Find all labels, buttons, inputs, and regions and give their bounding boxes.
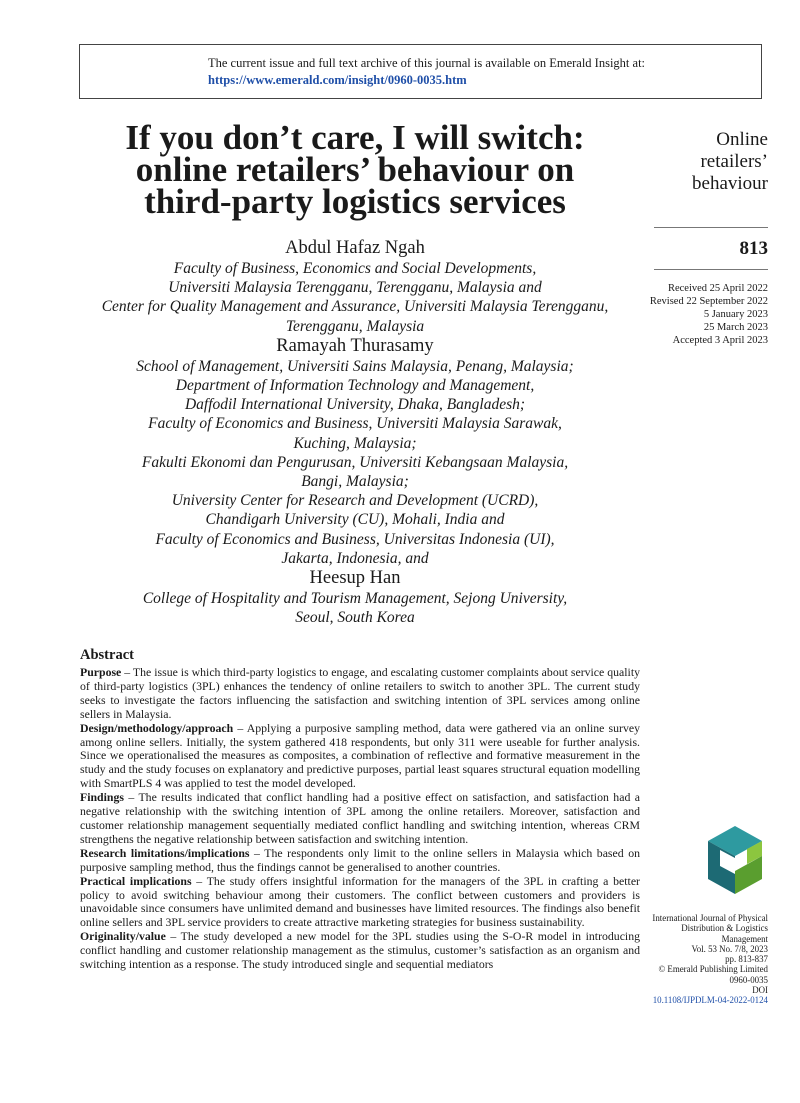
history-date: Accepted 3 April 2023	[672, 335, 768, 346]
running-head-line: retailers’	[700, 151, 768, 172]
doi-link[interactable]: 10.1108/IJPDLM-04-2022-0124	[652, 995, 768, 1006]
journal-info-line: 0960-0035	[729, 974, 768, 985]
section-label: Originality/value	[80, 929, 166, 944]
journal-info-line: © Emerald Publishing Limited	[658, 964, 768, 975]
history-date: 5 January 2023	[703, 309, 768, 320]
affiliation-line: Jakarta, Indonesia, and	[281, 549, 429, 567]
margin-divider	[654, 227, 768, 228]
abstract-body	[80, 666, 640, 972]
affiliation-line: College of Hospitality and Tourism Management, Sejong University,	[142, 590, 568, 608]
access-notice-box	[79, 44, 762, 99]
abstract-section-practical	[80, 875, 640, 931]
journal-info-line: Distribution & Logistics	[681, 923, 768, 934]
section-label: Design/methodology/approach	[80, 720, 234, 735]
abstract-heading: Abstract	[80, 647, 134, 663]
title-line: If you don’t care, I will switch:	[125, 118, 585, 157]
journal-info-line: Vol. 53 No. 7/8, 2023	[691, 943, 768, 954]
abstract-section-purpose	[80, 666, 640, 722]
journal-info-line: pp. 813-837	[725, 954, 768, 965]
affiliation-line: Faculty of Business, Economics and Social Developments,	[173, 260, 537, 277]
journal-info	[652, 913, 768, 1006]
affiliation-line: Fakulti Ekonomi dan Pengurusan, Universiti Kebangsaan Malaysia,	[141, 453, 569, 471]
journal-info-line: Management	[721, 933, 768, 944]
access-notice-text: The current issue and full text archive of this journal is available on Emerald Insight at:	[208, 56, 646, 70]
author-name: Ramayah Thurasamy	[276, 335, 434, 356]
section-text: – The study developed a new model for the 3PL studies using the S-O-R model in introducing conflict handling and customer relationship management as the stimulus, customer’s satisfaction as an organism and switching intention as a response. The study introduced single and sequential mediators	[80, 929, 640, 972]
affiliation-line: Daffodil International University, Dhaka, Bangladesh;	[184, 396, 526, 414]
affiliation-line: Department of Information Technology and Management,	[175, 377, 535, 395]
section-text: – The results indicated that conflict handling had a positive effect on satisfaction, and satisfaction had a negative relationship with the switching intention of 3PL among the online retailers. Moreover, satisfaction and customer relationship management sequentially mediated conflict handling and switching intention, whereas CRM strengthens the negative relationship between satisfaction and switching intention.	[80, 790, 640, 846]
author-list	[80, 238, 630, 627]
journal-archive-link[interactable]: https://www.emerald.com/insight/0960-0035.htm	[208, 73, 467, 87]
abstract-section-design	[80, 722, 640, 792]
section-text: – The respondents only limit to the online sellers in Malaysia which based on purposive sampling method, thus the findings cannot be generalised to another countries.	[80, 845, 641, 874]
section-text: – The issue is which third-party logistics to engage, and escalating customer complaints about service quality of third-party logistics (3PL) enhances the tendency of online retailers to switch to another 3PL. The current study seeks to investigate the factors influencing the satisfaction and switching intention of 3PL services among online sellers in Malaysia.	[80, 665, 640, 721]
section-label: Practical implications	[80, 873, 192, 888]
affiliation-line: Bangi, Malaysia;	[301, 473, 409, 491]
affiliation-line: Faculty of Economics and Business, Universiti Malaysia Sarawak,	[148, 415, 562, 433]
section-label: Findings	[80, 790, 124, 805]
affiliation-line: Seoul, South Korea	[295, 609, 415, 627]
affiliation-line: Universiti Malaysia Terengganu, Terengganu, Malaysia and	[168, 279, 542, 297]
article-history	[650, 282, 768, 347]
abstract-section-limitations	[80, 847, 640, 875]
section-text: – Applying a purposive sampling method, data were gathered via an online survey among online sellers. Initially, the system gathered 418 respondents, but only 311 were useable for further analysis. Since we operationalised the measures as composites, a combination of reflective and formative measurement in the study and the study focuses on explanatory and predictive purposes, partial least squares structural equation modelling with SmartPLS 4 was applied to test the model developed.	[80, 720, 640, 791]
running-head-line: behaviour	[692, 173, 768, 194]
history-date: 25 March 2023	[703, 322, 768, 333]
affiliation-line: University Center for Research and Development (UCRD),	[171, 492, 539, 510]
running-head-line: Online	[716, 129, 768, 150]
doi-line	[652, 985, 768, 1006]
author-name: Heesup Han	[309, 568, 401, 589]
doi-prefix: DOI	[752, 985, 768, 996]
history-date: Revised 22 September 2022	[649, 296, 768, 307]
page-number: 813	[739, 238, 768, 259]
author-name: Abdul Hafaz Ngah	[285, 238, 425, 258]
journal-info-line: International Journal of Physical	[652, 913, 768, 923]
section-label: Research limitations/implications	[80, 845, 250, 860]
affiliation-line: Center for Quality Management and Assurance, Universiti Malaysia Terengganu,	[101, 298, 609, 316]
section-text: – The study offers insightful information for the managers of the 3PL in crafting a better policy to avoid switching behaviour among their customers. The conflict between customers and providers is unavoidable since consumers have unlimited demand and businesses have limited resources. The findings also benefit online sellers and 3PL service providers to create attractive marketing strategies for business sustainability.	[80, 873, 640, 930]
affiliation-line: Kuching, Malaysia;	[293, 434, 417, 452]
history-date: Received 25 April 2022	[667, 283, 768, 294]
affiliation-line: Chandigarh University (CU), Mohali, India and	[205, 511, 505, 529]
title-line: third-party logistics services	[144, 182, 566, 221]
abstract-section-originality	[80, 930, 640, 972]
article-title	[80, 118, 630, 221]
title-line: online retailers’ behaviour on	[135, 150, 575, 189]
emerald-logo-icon	[703, 826, 767, 894]
affiliation-line: Terengganu, Malaysia	[285, 317, 425, 335]
abstract-section-findings	[80, 791, 640, 847]
affiliation-line: Faculty of Economics and Business, Universitas Indonesia (UI),	[155, 530, 555, 548]
section-label: Purpose	[80, 665, 122, 679]
margin-divider	[654, 269, 768, 270]
running-head	[692, 129, 768, 195]
affiliation-line: School of Management, Universiti Sains Malaysia, Penang, Malaysia;	[136, 357, 574, 375]
